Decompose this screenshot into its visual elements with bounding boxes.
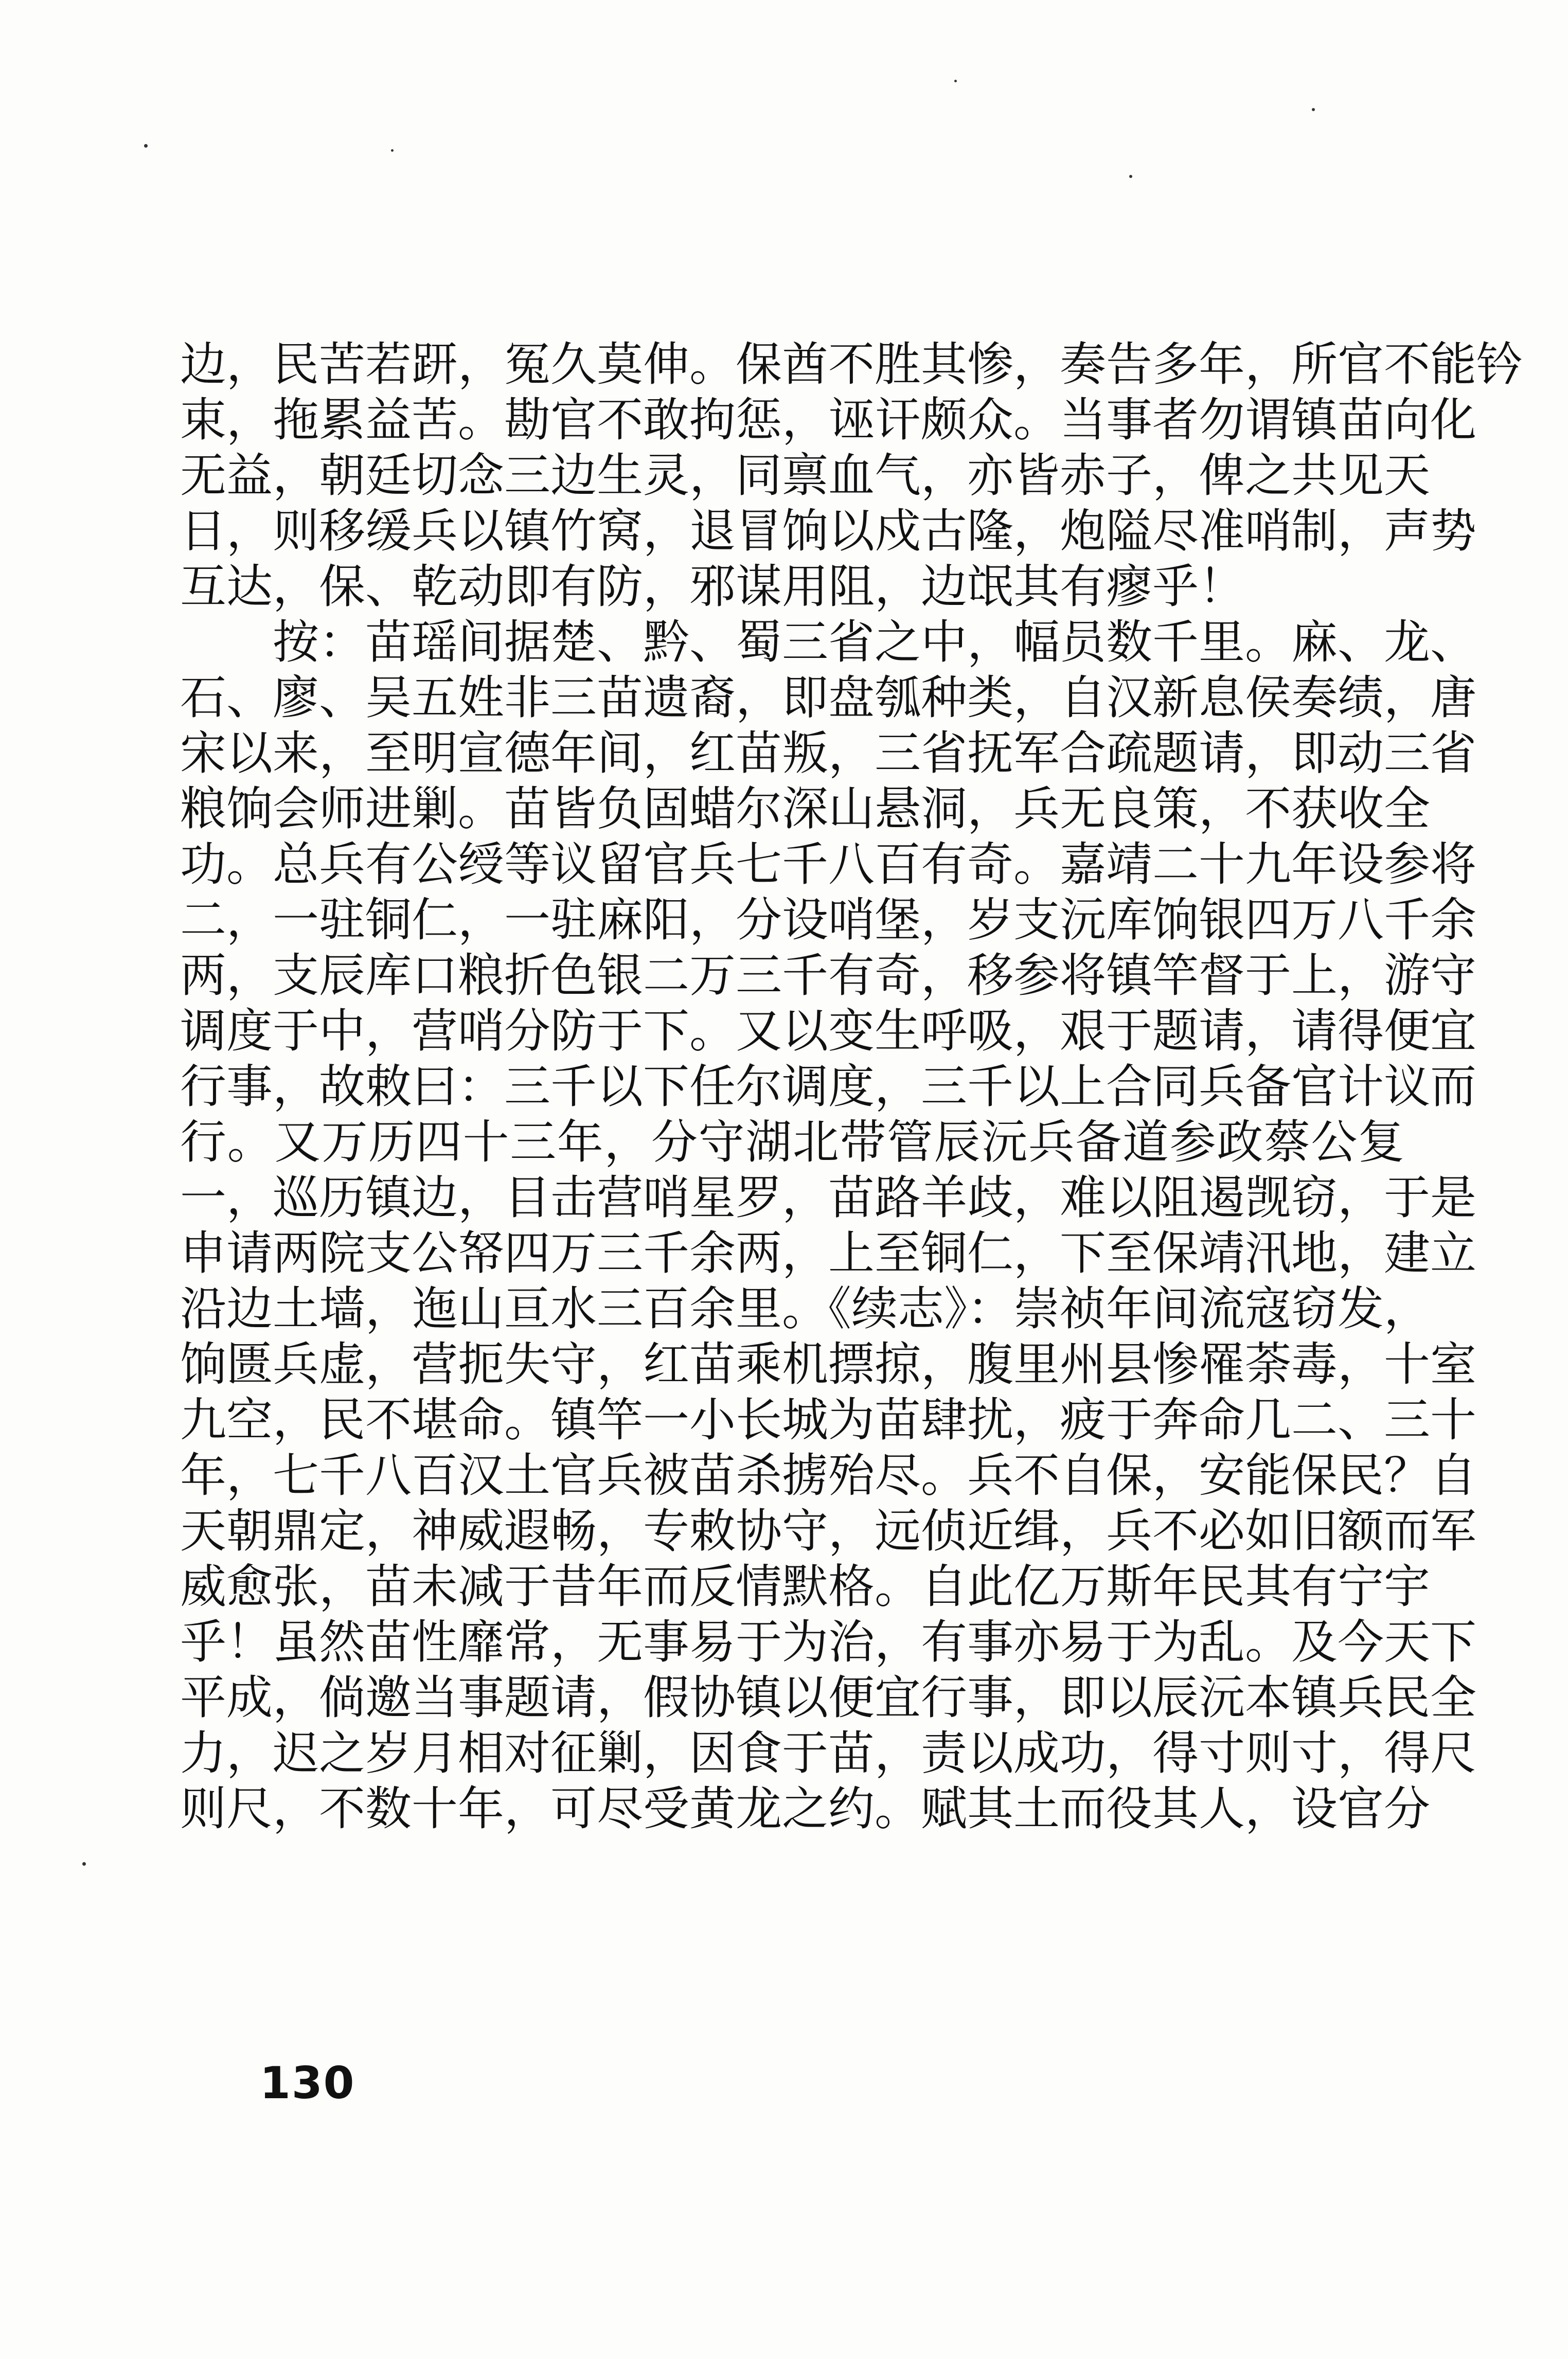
- text-line: 互达，保、乾动即有防，邪谋用阻，边氓其有瘳乎！: [180, 560, 1245, 614]
- text-line: 天朝鼎定，神威遐畅，专敕协守，远侦近缉，兵不必如旧额而军: [180, 1504, 1476, 1558]
- text-line: 边，民苦若趼，冤久莫伸。保酋不胜其惨，奏告多年，所官不能钤: [180, 337, 1523, 391]
- text-line: 宋以来，至明宣德年间，红苗叛，三省抚军合疏题请，即动三省: [180, 726, 1476, 780]
- text-line: 按：苗瑶间据楚、黔、蜀三省之中，幅员数千里。麻、龙、: [180, 615, 1476, 669]
- text-line: 粮饷会师进剿。苗皆负固蜡尔深山悬洞，兵无良策，不获收全: [180, 782, 1430, 836]
- text-line: 沿边土墙，迤山亘水三百余里。《续志》：崇祯年间流寇窃发，: [180, 1282, 1430, 1336]
- text-line: 石、廖、吴五姓非三苗遗裔，即盘瓠种类，自汉新息侯奏绩，唐: [180, 671, 1476, 725]
- text-line: 力，迟之岁月相对征剿，因食于苗，责以成功，得寸则寸，得尺: [180, 1726, 1476, 1780]
- print-speck: [954, 80, 957, 82]
- text-line: 九空，民不堪命。镇竿一小长城为苗肆扰，疲于奔命几二、三十: [180, 1393, 1476, 1447]
- print-speck: [1129, 175, 1132, 178]
- print-speck: [144, 144, 148, 148]
- text-line: 则尺，不数十年，可尽受黄龙之约。赋其土而役其人，设官分: [180, 1782, 1430, 1836]
- text-line: 乎！虽然苗性靡常，无事易于为治，有事亦易于为乱。及今天下: [180, 1615, 1476, 1669]
- text-line: 无益，朝廷切念三边生灵，同禀血气，亦皆赤子，俾之共见天: [180, 449, 1430, 503]
- print-speck: [391, 149, 394, 152]
- text-line: 日，则移缓兵以镇竹窝，退冒饷以戍古隆，炮隘尽准哨制，声势: [180, 504, 1476, 558]
- text-line: 年，七千八百汉土官兵被苗杀掳殆尽。兵不自保，安能保民？自: [180, 1449, 1476, 1503]
- text-line: 功。总兵有公绶等议留官兵七千八百有奇。嘉靖二十九年设参将: [180, 837, 1476, 891]
- text-line: 束，拖累益苦。勘官不敢拘惩，诬讦颇众。当事者勿谓镇苗向化: [180, 393, 1476, 447]
- body-text: [180, 337, 1523, 1837]
- text-line: 一，巡历镇边，目击营哨星罗，苗路羊歧，难以阻遏觊窃，于是: [180, 1171, 1476, 1225]
- text-line: 威愈张，苗未减于昔年而反情默格。自此亿万斯年民其有宁宇: [180, 1560, 1430, 1614]
- print-speck: [82, 1862, 86, 1866]
- text-line: 两，支辰库口粮折色银二万三千有奇，移参将镇竿督于上，游守: [180, 949, 1476, 1003]
- text-line: 平成，倘邀当事题请，假协镇以便宜行事，即以辰沅本镇兵民全: [180, 1671, 1476, 1725]
- text-line: 申请两院支公帑四万三千余两，上至铜仁，下至保靖汛地，建立: [180, 1226, 1476, 1280]
- text-line: 行事，故敕曰：三千以下任尔调度，三千以上合同兵备官计议而: [180, 1060, 1476, 1114]
- text-line: 调度于中，营哨分防于下。又以变生呼吸，艰于题请，请得便宜: [180, 1004, 1476, 1058]
- text-line: 二，一驻铜仁，一驻麻阳，分设哨堡，岁支沅库饷银四万八千余: [180, 893, 1476, 947]
- text-line: 饷匮兵虚，营扼失守，红苗乘机摽掠，腹里州县惨罹荼毒，十室: [180, 1337, 1476, 1391]
- page-number: 130: [260, 2058, 355, 2109]
- print-speck: [1312, 108, 1315, 111]
- text-line: 行。又万历四十三年，分守湖北带管辰沅兵备道参政蔡公复: [180, 1115, 1404, 1169]
